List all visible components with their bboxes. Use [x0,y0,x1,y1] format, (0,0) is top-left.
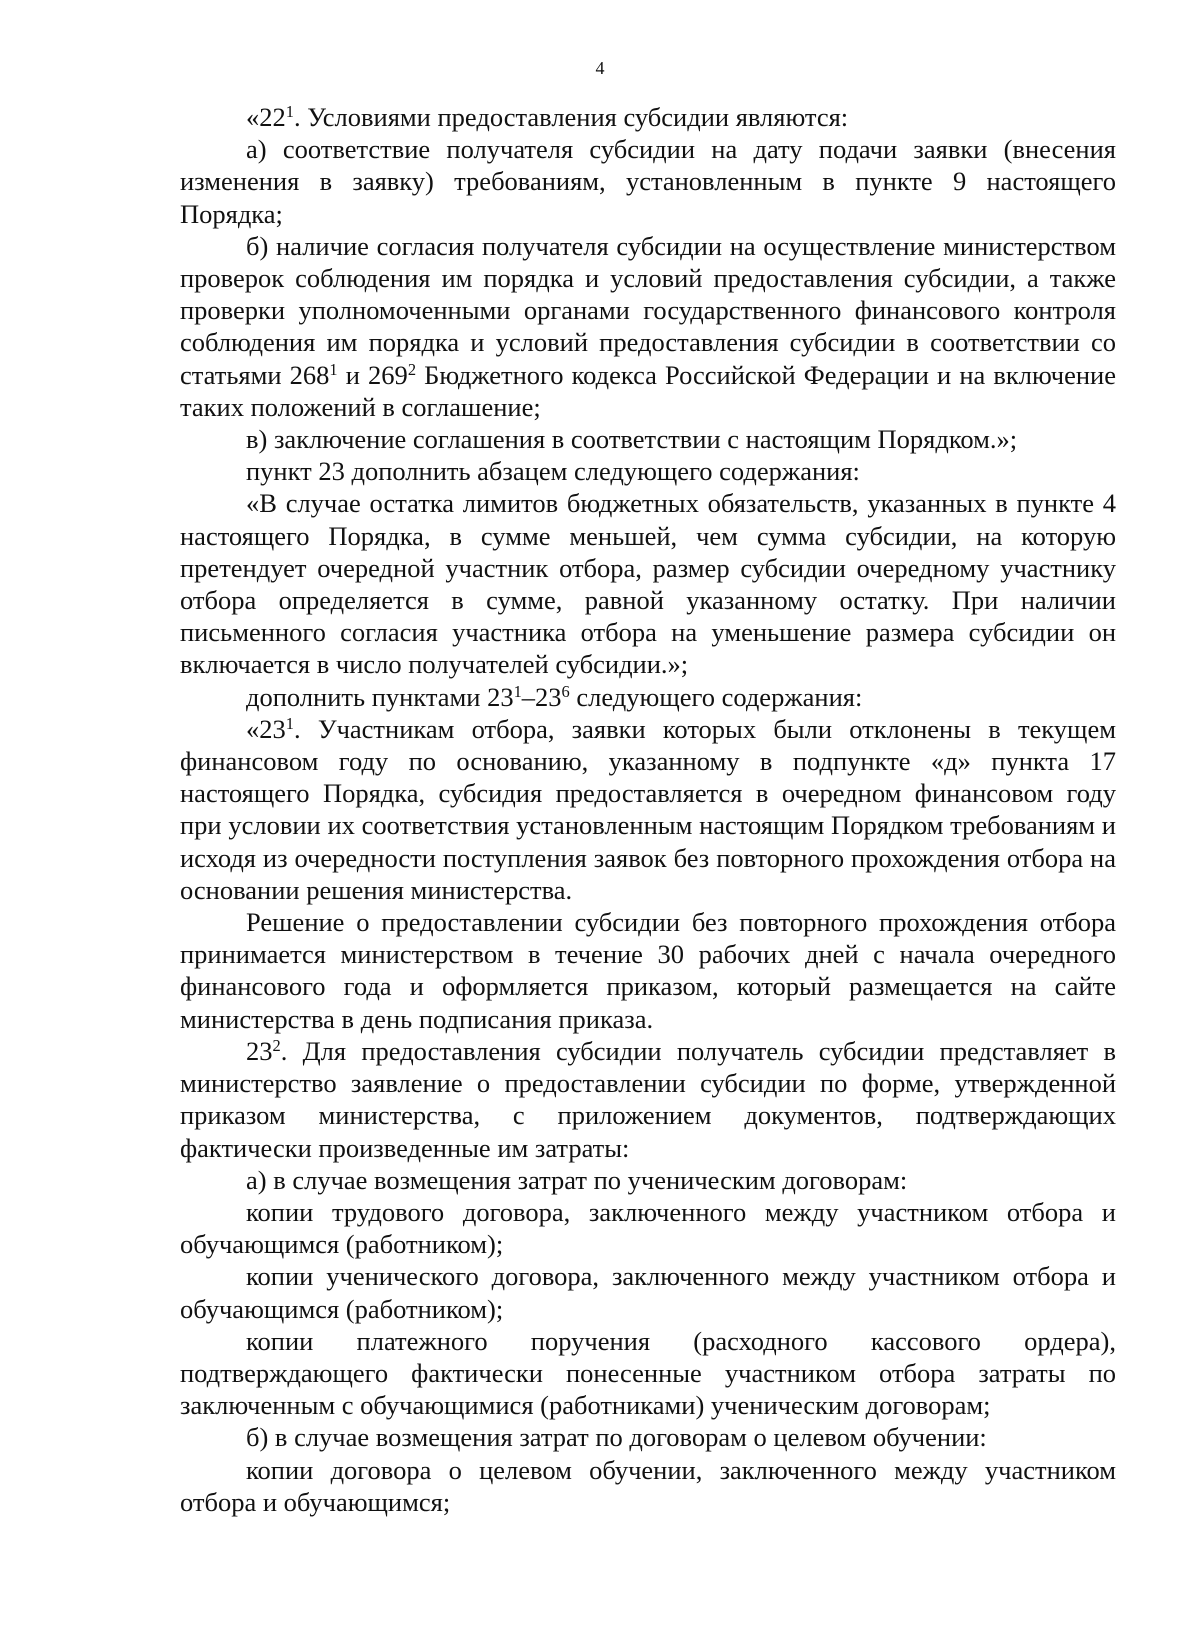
paragraph-text: . Участникам отбора, заявки которых были отклонены в текущем финансовом году по основанию, указанному в подпункте «д» пункта 17 настоящего Порядка, субсидия предоставляется в очередном финансовом году при условии их соответствия установленным настоящим Порядком требованиям и исходя из очередности поступления заявок без повторного прохождения отбора на основании решения министерства. [180,713,1116,905]
paragraph-text: . Условиями предоставления субсидии являются: [293,102,849,132]
paragraph [180,101,1116,133]
paragraph-text: «22 [246,102,286,132]
paragraph [180,455,1116,487]
paragraph [180,230,1116,423]
paragraph [180,681,1116,713]
paragraph-text: 23 [246,1035,273,1066]
superscript-index: 2 [272,1035,281,1055]
paragraph-text: копии платежного поручения (расходного кассового ордера), подтверждающего фактически понесенные участником отбора затраты по заключенным с обучающимися (работниками) ученическим договорам; [180,1325,1116,1421]
paragraph-text: дополнить пунктами 23 [246,681,514,712]
superscript-index: 2 [407,359,417,379]
paragraph [180,906,1116,1035]
page-number: 4 [595,58,605,78]
paragraph-text: копии договора о целевом обучении, заключенного между участником отбора и обучающимся; [180,1454,1116,1517]
paragraph-text: и 269 [337,359,408,390]
document-body [180,101,1116,1518]
paragraph [180,713,1116,906]
paragraph [180,133,1116,230]
paragraph [180,1421,1116,1453]
paragraph-text: Решение о предоставлении субсидии без повторного прохождения отбора принимается министерством в течение 30 рабочих дней с начала очередного финансового года и оформляется приказом, который размещается на сайте министерства в день подписания приказа. [180,907,1116,1034]
paragraph [180,423,1116,455]
paragraph [180,487,1116,680]
superscript-index: 1 [285,713,294,733]
paragraph-text: копии трудового договора, заключенного между участником отбора и обучающимся (работником); [180,1196,1116,1260]
paragraph-text: копии ученического договора, заключенного между участником отбора и обучающимся (работником); [180,1261,1116,1324]
superscript-index: 1 [285,101,294,121]
paragraph [180,1164,1116,1196]
paragraph [180,1035,1116,1164]
paragraph-text: «23 [246,713,286,744]
paragraph-text: б) наличие согласия получателя субсидии на осуществление министерством проверок соблюдения им порядка и условий предоставления субсидии, а также проверки уполномоченными органами государственного финансового контроля соблюдения им порядка и условий предоставления субсидии в соответствии со статьями 268 [180,230,1116,390]
paragraph-text: –23 [521,681,562,712]
paragraph [180,1454,1116,1518]
paragraph-text: «В случае остатка лимитов бюджетных обязательств, указанных в пункте 4 настоящего Порядка, в сумме меньшей, чем сумма субсидии, на которую претендует очередной участник отбора, размер субсидии очередному участнику отбора определяется в сумме, равной указанному остатку. При наличии письменного согласия участника отбора на уменьшение размера субсидии он включается в число получателей субсидии.»; [180,488,1116,680]
paragraph-text: следующего содержания: [569,681,863,712]
paragraph-text: в) заключение соглашения в соответствии с настоящим Порядком.»; [246,424,1018,455]
paragraph-text: . Для предоставления субсидии получатель субсидии представляет в министерство заявление о предоставлении субсидии по форме, утвержденной приказом министерства, с приложением документов, подтверждающих фактически произведенные им затраты: [180,1035,1116,1163]
paragraph-text: пункт 23 дополнить абзацем следующего содержания: [246,456,860,487]
paragraph [180,1260,1116,1324]
paragraph-text: б) в случае возмещения затрат по договорам о целевом обучении: [246,1422,987,1453]
paragraph-text: а) соответствие получателя субсидии на дату подачи заявки (внесения изменения в заявку) требованиям, установленным в пункте 9 настоящего Порядка; [180,134,1116,229]
superscript-index: 1 [513,681,522,701]
paragraph-text: а) в случае возмещения затрат по ученическим договорам: [246,1164,908,1195]
paragraph [180,1196,1116,1260]
superscript-index: 6 [561,681,570,701]
paragraph [180,1325,1116,1422]
paragraph-text: Бюджетного кодекса Российской Федерации и на включение таких положений в соглашение; [180,359,1116,422]
superscript-index: 1 [329,359,338,379]
